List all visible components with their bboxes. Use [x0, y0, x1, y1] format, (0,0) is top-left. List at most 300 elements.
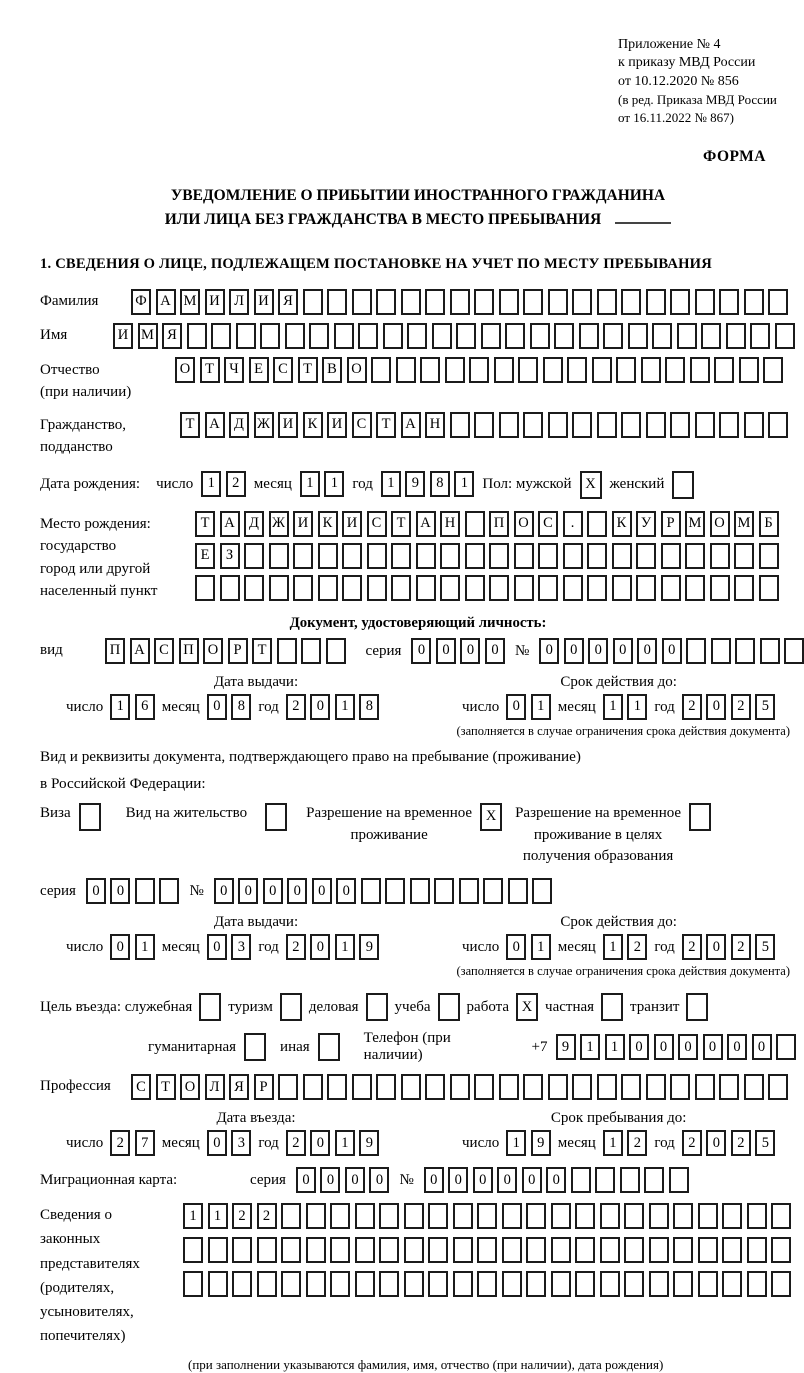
char-cell[interactable]: С [131, 1074, 151, 1100]
char-cell[interactable]: А [401, 412, 421, 438]
char-cell[interactable] [551, 1203, 571, 1229]
char-cell[interactable]: 0 [436, 638, 456, 664]
char-cell[interactable] [587, 511, 607, 537]
char-cell[interactable]: У [636, 511, 656, 537]
char-cell[interactable]: 0 [506, 694, 526, 720]
char-cell[interactable] [318, 1033, 340, 1061]
char-cell[interactable]: 1 [335, 694, 355, 720]
char-cell[interactable] [621, 412, 641, 438]
char-cell[interactable] [450, 412, 470, 438]
char-cell[interactable]: О [180, 1074, 200, 1100]
char-cell[interactable] [371, 357, 391, 383]
char-cell[interactable] [425, 1074, 445, 1100]
char-cell[interactable] [592, 357, 612, 383]
char-cell[interactable] [477, 1271, 497, 1297]
char-cell[interactable]: Д [229, 412, 249, 438]
char-cell[interactable] [450, 1074, 470, 1100]
char-cell[interactable] [587, 575, 607, 601]
char-cell[interactable]: Ж [269, 511, 289, 537]
char-cell[interactable]: 3 [231, 1130, 251, 1156]
char-cell[interactable] [711, 638, 731, 664]
char-cell[interactable]: Т [391, 511, 411, 537]
char-cell[interactable]: И [205, 289, 225, 315]
char-cell[interactable]: 2 [731, 1130, 751, 1156]
char-cell[interactable] [306, 1271, 326, 1297]
char-cell[interactable]: 0 [678, 1034, 698, 1060]
char-cell[interactable] [355, 1271, 375, 1297]
char-cell[interactable]: 9 [359, 934, 379, 960]
char-cell[interactable] [710, 575, 730, 601]
char-cell[interactable] [673, 1271, 693, 1297]
char-cell[interactable] [739, 357, 759, 383]
char-cell[interactable]: X [480, 803, 502, 831]
char-cell[interactable] [572, 1074, 592, 1100]
char-cell[interactable]: Т [298, 357, 318, 383]
char-cell[interactable] [600, 1271, 620, 1297]
char-cell[interactable] [665, 357, 685, 383]
char-cell[interactable] [768, 1074, 788, 1100]
char-cell[interactable] [571, 1167, 591, 1193]
char-cell[interactable] [278, 1074, 298, 1100]
char-cell[interactable]: 0 [296, 1167, 316, 1193]
char-cell[interactable] [391, 543, 411, 569]
char-cell[interactable]: 2 [682, 1130, 702, 1156]
char-cell[interactable]: 6 [135, 694, 155, 720]
char-cell[interactable]: И [327, 412, 347, 438]
char-cell[interactable] [232, 1271, 252, 1297]
char-cell[interactable]: 0 [539, 638, 559, 664]
char-cell[interactable] [465, 575, 485, 601]
char-cell[interactable] [661, 543, 681, 569]
char-cell[interactable] [686, 638, 706, 664]
char-cell[interactable] [636, 575, 656, 601]
char-cell[interactable] [469, 357, 489, 383]
char-cell[interactable]: 8 [359, 694, 379, 720]
char-cell[interactable]: 0 [369, 1167, 389, 1193]
char-cell[interactable] [404, 1271, 424, 1297]
char-cell[interactable] [514, 543, 534, 569]
char-cell[interactable] [483, 878, 503, 904]
char-cell[interactable]: 0 [238, 878, 258, 904]
char-cell[interactable]: Е [249, 357, 269, 383]
char-cell[interactable] [330, 1203, 350, 1229]
char-cell[interactable] [624, 1237, 644, 1263]
char-cell[interactable] [183, 1271, 203, 1297]
char-cell[interactable] [744, 289, 764, 315]
char-cell[interactable] [532, 878, 552, 904]
char-cell[interactable] [685, 575, 705, 601]
char-cell[interactable]: С [538, 511, 558, 537]
char-cell[interactable]: Ф [131, 289, 151, 315]
char-cell[interactable] [303, 1074, 323, 1100]
char-cell[interactable] [672, 471, 694, 499]
char-cell[interactable]: 1 [324, 471, 344, 497]
char-cell[interactable]: В [322, 357, 342, 383]
char-cell[interactable] [508, 878, 528, 904]
char-cell[interactable]: Т [200, 357, 220, 383]
char-cell[interactable] [376, 1074, 396, 1100]
char-cell[interactable] [183, 1237, 203, 1263]
char-cell[interactable] [575, 1237, 595, 1263]
char-cell[interactable] [456, 323, 476, 349]
char-cell[interactable] [775, 323, 795, 349]
char-cell[interactable] [776, 1034, 796, 1060]
char-cell[interactable]: 9 [405, 471, 425, 497]
char-cell[interactable] [318, 575, 338, 601]
char-cell[interactable]: 1 [135, 934, 155, 960]
char-cell[interactable] [698, 1271, 718, 1297]
char-cell[interactable] [673, 1237, 693, 1263]
char-cell[interactable] [628, 323, 648, 349]
char-cell[interactable] [759, 575, 779, 601]
char-cell[interactable] [595, 1167, 615, 1193]
char-cell[interactable] [355, 1203, 375, 1229]
char-cell[interactable]: 2 [286, 694, 306, 720]
char-cell[interactable] [514, 575, 534, 601]
char-cell[interactable] [309, 323, 329, 349]
char-cell[interactable] [726, 323, 746, 349]
char-cell[interactable]: 9 [359, 1130, 379, 1156]
char-cell[interactable] [401, 289, 421, 315]
char-cell[interactable] [621, 289, 641, 315]
char-cell[interactable]: 1 [454, 471, 474, 497]
char-cell[interactable] [366, 993, 388, 1021]
char-cell[interactable] [597, 1074, 617, 1100]
char-cell[interactable]: П [105, 638, 125, 664]
char-cell[interactable]: 0 [706, 934, 726, 960]
char-cell[interactable]: Р [254, 1074, 274, 1100]
char-cell[interactable] [293, 575, 313, 601]
char-cell[interactable] [771, 1271, 791, 1297]
char-cell[interactable] [673, 1203, 693, 1229]
char-cell[interactable]: 1 [603, 934, 623, 960]
char-cell[interactable] [698, 1237, 718, 1263]
char-cell[interactable]: О [514, 511, 534, 537]
char-cell[interactable] [474, 289, 494, 315]
char-cell[interactable] [385, 878, 405, 904]
char-cell[interactable] [734, 575, 754, 601]
char-cell[interactable] [612, 543, 632, 569]
char-cell[interactable] [474, 412, 494, 438]
char-cell[interactable]: М [180, 289, 200, 315]
char-cell[interactable] [281, 1203, 301, 1229]
char-cell[interactable]: Б [759, 511, 779, 537]
char-cell[interactable] [636, 543, 656, 569]
char-cell[interactable]: . [563, 511, 583, 537]
char-cell[interactable] [428, 1203, 448, 1229]
char-cell[interactable]: Е [195, 543, 215, 569]
char-cell[interactable]: 1 [506, 1130, 526, 1156]
char-cell[interactable] [714, 357, 734, 383]
char-cell[interactable] [425, 289, 445, 315]
char-cell[interactable] [572, 289, 592, 315]
char-cell[interactable] [379, 1237, 399, 1263]
char-cell[interactable]: Л [229, 289, 249, 315]
char-cell[interactable] [330, 1271, 350, 1297]
char-cell[interactable]: О [347, 357, 367, 383]
char-cell[interactable] [352, 289, 372, 315]
char-cell[interactable]: 2 [286, 934, 306, 960]
char-cell[interactable] [416, 575, 436, 601]
char-cell[interactable] [649, 1237, 669, 1263]
char-cell[interactable] [410, 878, 430, 904]
char-cell[interactable] [330, 1237, 350, 1263]
char-cell[interactable] [244, 1033, 266, 1061]
char-cell[interactable]: Р [661, 511, 681, 537]
char-cell[interactable] [502, 1271, 522, 1297]
char-cell[interactable] [505, 323, 525, 349]
char-cell[interactable]: С [352, 412, 372, 438]
char-cell[interactable] [603, 323, 623, 349]
char-cell[interactable] [260, 323, 280, 349]
char-cell[interactable] [523, 289, 543, 315]
char-cell[interactable] [489, 575, 509, 601]
char-cell[interactable]: 0 [320, 1167, 340, 1193]
char-cell[interactable] [670, 412, 690, 438]
char-cell[interactable]: 0 [460, 638, 480, 664]
char-cell[interactable] [646, 1074, 666, 1100]
char-cell[interactable] [526, 1271, 546, 1297]
char-cell[interactable] [244, 575, 264, 601]
char-cell[interactable]: М [138, 323, 158, 349]
char-cell[interactable] [686, 993, 708, 1021]
char-cell[interactable]: 9 [556, 1034, 576, 1060]
char-cell[interactable]: 0 [214, 878, 234, 904]
char-cell[interactable]: И [342, 511, 362, 537]
char-cell[interactable] [567, 357, 587, 383]
char-cell[interactable] [575, 1271, 595, 1297]
char-cell[interactable] [597, 412, 617, 438]
char-cell[interactable] [79, 803, 101, 831]
char-cell[interactable] [502, 1237, 522, 1263]
char-cell[interactable]: О [203, 638, 223, 664]
char-cell[interactable] [523, 1074, 543, 1100]
char-cell[interactable]: 0 [207, 934, 227, 960]
char-cell[interactable]: 8 [430, 471, 450, 497]
char-cell[interactable]: 0 [473, 1167, 493, 1193]
char-cell[interactable] [257, 1271, 277, 1297]
char-cell[interactable]: 0 [312, 878, 332, 904]
char-cell[interactable] [624, 1271, 644, 1297]
char-cell[interactable] [744, 1074, 764, 1100]
char-cell[interactable] [159, 878, 179, 904]
char-cell[interactable] [768, 289, 788, 315]
char-cell[interactable] [358, 323, 378, 349]
char-cell[interactable]: С [154, 638, 174, 664]
char-cell[interactable]: 0 [588, 638, 608, 664]
char-cell[interactable]: 2 [682, 934, 702, 960]
char-cell[interactable] [734, 543, 754, 569]
char-cell[interactable] [744, 412, 764, 438]
char-cell[interactable] [579, 323, 599, 349]
char-cell[interactable]: С [273, 357, 293, 383]
char-cell[interactable]: И [278, 412, 298, 438]
char-cell[interactable]: И [293, 511, 313, 537]
char-cell[interactable] [326, 638, 346, 664]
char-cell[interactable] [719, 412, 739, 438]
char-cell[interactable]: З [220, 543, 240, 569]
char-cell[interactable] [281, 1237, 301, 1263]
char-cell[interactable] [670, 1074, 690, 1100]
char-cell[interactable] [416, 543, 436, 569]
char-cell[interactable]: 1 [580, 1034, 600, 1060]
char-cell[interactable] [670, 289, 690, 315]
char-cell[interactable] [327, 1074, 347, 1100]
char-cell[interactable]: 8 [231, 694, 251, 720]
char-cell[interactable] [236, 323, 256, 349]
char-cell[interactable] [428, 1237, 448, 1263]
char-cell[interactable]: П [179, 638, 199, 664]
char-cell[interactable] [644, 1167, 664, 1193]
char-cell[interactable] [407, 323, 427, 349]
char-cell[interactable]: М [734, 511, 754, 537]
char-cell[interactable] [211, 323, 231, 349]
char-cell[interactable]: 1 [627, 694, 647, 720]
char-cell[interactable] [494, 357, 514, 383]
char-cell[interactable] [342, 575, 362, 601]
char-cell[interactable] [401, 1074, 421, 1100]
char-cell[interactable]: 0 [703, 1034, 723, 1060]
char-cell[interactable]: 2 [731, 934, 751, 960]
char-cell[interactable]: Ч [224, 357, 244, 383]
char-cell[interactable] [600, 1203, 620, 1229]
char-cell[interactable] [440, 575, 460, 601]
char-cell[interactable] [396, 357, 416, 383]
char-cell[interactable] [624, 1203, 644, 1229]
char-cell[interactable] [303, 289, 323, 315]
char-cell[interactable] [523, 412, 543, 438]
char-cell[interactable] [232, 1237, 252, 1263]
char-cell[interactable]: С [367, 511, 387, 537]
char-cell[interactable]: 1 [201, 471, 221, 497]
char-cell[interactable]: 0 [263, 878, 283, 904]
char-cell[interactable] [538, 575, 558, 601]
char-cell[interactable] [342, 543, 362, 569]
char-cell[interactable] [695, 289, 715, 315]
char-cell[interactable] [518, 357, 538, 383]
char-cell[interactable] [440, 543, 460, 569]
char-cell[interactable]: А [205, 412, 225, 438]
char-cell[interactable]: И [254, 289, 274, 315]
char-cell[interactable] [601, 993, 623, 1021]
char-cell[interactable] [526, 1237, 546, 1263]
char-cell[interactable] [646, 412, 666, 438]
char-cell[interactable] [135, 878, 155, 904]
char-cell[interactable] [563, 575, 583, 601]
char-cell[interactable] [293, 543, 313, 569]
char-cell[interactable] [722, 1271, 742, 1297]
char-cell[interactable] [367, 543, 387, 569]
char-cell[interactable]: 0 [448, 1167, 468, 1193]
char-cell[interactable]: И [113, 323, 133, 349]
char-cell[interactable] [355, 1237, 375, 1263]
char-cell[interactable]: 1 [531, 934, 551, 960]
char-cell[interactable] [784, 638, 804, 664]
char-cell[interactable]: 7 [135, 1130, 155, 1156]
char-cell[interactable] [502, 1203, 522, 1229]
char-cell[interactable] [334, 323, 354, 349]
char-cell[interactable]: 0 [654, 1034, 674, 1060]
char-cell[interactable] [620, 1167, 640, 1193]
char-cell[interactable]: 0 [637, 638, 657, 664]
char-cell[interactable]: 0 [727, 1034, 747, 1060]
char-cell[interactable]: 0 [752, 1034, 772, 1060]
char-cell[interactable] [453, 1203, 473, 1229]
char-cell[interactable]: 0 [662, 638, 682, 664]
char-cell[interactable]: 0 [207, 1130, 227, 1156]
char-cell[interactable] [551, 1237, 571, 1263]
char-cell[interactable]: 0 [411, 638, 431, 664]
char-cell[interactable] [690, 357, 710, 383]
char-cell[interactable]: 0 [336, 878, 356, 904]
char-cell[interactable]: О [175, 357, 195, 383]
char-cell[interactable] [428, 1271, 448, 1297]
char-cell[interactable]: Ж [254, 412, 274, 438]
char-cell[interactable] [269, 575, 289, 601]
char-cell[interactable] [747, 1237, 767, 1263]
char-cell[interactable]: М [685, 511, 705, 537]
char-cell[interactable]: 3 [231, 934, 251, 960]
char-cell[interactable] [722, 1203, 742, 1229]
char-cell[interactable] [759, 543, 779, 569]
char-cell[interactable]: 0 [613, 638, 633, 664]
char-cell[interactable]: 0 [310, 934, 330, 960]
char-cell[interactable] [481, 323, 501, 349]
char-cell[interactable] [450, 289, 470, 315]
char-cell[interactable]: 0 [706, 694, 726, 720]
char-cell[interactable]: 1 [335, 1130, 355, 1156]
char-cell[interactable] [465, 543, 485, 569]
char-cell[interactable] [661, 575, 681, 601]
char-cell[interactable]: Т [252, 638, 272, 664]
char-cell[interactable] [301, 638, 321, 664]
char-cell[interactable] [710, 543, 730, 569]
char-cell[interactable] [530, 323, 550, 349]
char-cell[interactable] [352, 1074, 372, 1100]
char-cell[interactable] [600, 1237, 620, 1263]
char-cell[interactable]: 1 [381, 471, 401, 497]
char-cell[interactable] [587, 543, 607, 569]
char-cell[interactable]: Л [205, 1074, 225, 1100]
char-cell[interactable]: 1 [335, 934, 355, 960]
char-cell[interactable] [572, 412, 592, 438]
char-cell[interactable]: 5 [755, 694, 775, 720]
char-cell[interactable]: 0 [506, 934, 526, 960]
char-cell[interactable]: 0 [310, 1130, 330, 1156]
char-cell[interactable]: 1 [531, 694, 551, 720]
char-cell[interactable] [771, 1237, 791, 1263]
char-cell[interactable] [465, 511, 485, 537]
char-cell[interactable]: А [220, 511, 240, 537]
char-cell[interactable] [199, 993, 221, 1021]
char-cell[interactable]: Я [162, 323, 182, 349]
char-cell[interactable] [499, 1074, 519, 1100]
char-cell[interactable] [649, 1271, 669, 1297]
char-cell[interactable] [695, 412, 715, 438]
char-cell[interactable] [669, 1167, 689, 1193]
char-cell[interactable] [257, 1237, 277, 1263]
char-cell[interactable] [459, 878, 479, 904]
char-cell[interactable]: X [516, 993, 538, 1021]
char-cell[interactable] [563, 543, 583, 569]
char-cell[interactable]: 0 [629, 1034, 649, 1060]
char-cell[interactable]: 0 [207, 694, 227, 720]
char-cell[interactable]: Р [228, 638, 248, 664]
char-cell[interactable] [453, 1271, 473, 1297]
char-cell[interactable]: Т [180, 412, 200, 438]
char-cell[interactable]: О [710, 511, 730, 537]
char-cell[interactable]: 0 [546, 1167, 566, 1193]
